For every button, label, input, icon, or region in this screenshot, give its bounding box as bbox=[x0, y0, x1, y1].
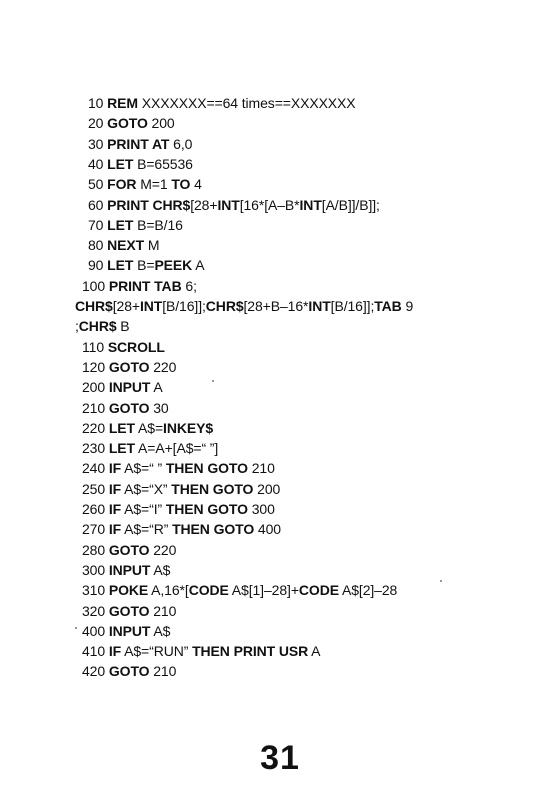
code-line: ;CHR$ B bbox=[75, 318, 130, 334]
code-line: 280 GOTO 220 bbox=[82, 542, 177, 558]
code-line: 10 REM XXXXXXX==64 times==XXXXXXX bbox=[88, 95, 356, 111]
code-line: CHR$[28+INT[B/16]];CHR$[28+B–16*INT[B/16]];TAB 9 bbox=[75, 298, 414, 314]
code-line: 50 FOR M=1 TO 4 bbox=[88, 176, 202, 192]
print-speck bbox=[440, 580, 442, 582]
code-line: 70 LET B=B/16 bbox=[88, 217, 183, 233]
print-speck bbox=[75, 627, 77, 629]
code-line: 300 INPUT A$ bbox=[82, 562, 171, 578]
code-line: 80 NEXT M bbox=[88, 237, 160, 253]
code-line: 220 LET A$=INKEY$ bbox=[82, 420, 214, 436]
code-line: 420 GOTO 210 bbox=[82, 663, 177, 679]
code-line: 400 INPUT A$ bbox=[82, 623, 171, 639]
code-line: 310 POKE A,16*[CODE A$[1]–28]+CODE A$[2]–28 bbox=[82, 582, 398, 598]
code-line: 260 IF A$=“I” THEN GOTO 300 bbox=[82, 501, 275, 517]
print-speck bbox=[212, 380, 214, 382]
code-line: 110 SCROLL bbox=[82, 339, 165, 355]
code-line: 100 PRINT TAB 6; bbox=[82, 278, 197, 294]
code-line: 40 LET B=65536 bbox=[88, 156, 193, 172]
code-line: 120 GOTO 220 bbox=[82, 359, 177, 375]
code-line: 270 IF A$=“R” THEN GOTO 400 bbox=[82, 521, 281, 537]
code-line: 230 LET A=A+[A$=“ ”] bbox=[82, 440, 219, 456]
code-line: 250 IF A$=“X” THEN GOTO 200 bbox=[82, 481, 281, 497]
code-line: 240 IF A$=“ ” THEN GOTO 210 bbox=[82, 460, 275, 476]
code-line: 90 LET B=PEEK A bbox=[88, 257, 205, 273]
code-line: 30 PRINT AT 6,0 bbox=[88, 136, 193, 152]
page-number: 31 bbox=[260, 739, 300, 777]
code-line: 200 INPUT A bbox=[82, 379, 163, 395]
code-line: 320 GOTO 210 bbox=[82, 603, 177, 619]
code-line: 410 IF A$=“RUN” THEN PRINT USR A bbox=[82, 643, 321, 659]
code-line: 20 GOTO 200 bbox=[88, 115, 175, 131]
code-line: 60 PRINT CHR$[28+INT[16*[A–B*INT[A/B]]/B]]; bbox=[88, 197, 380, 213]
code-line: 210 GOTO 30 bbox=[82, 400, 169, 416]
